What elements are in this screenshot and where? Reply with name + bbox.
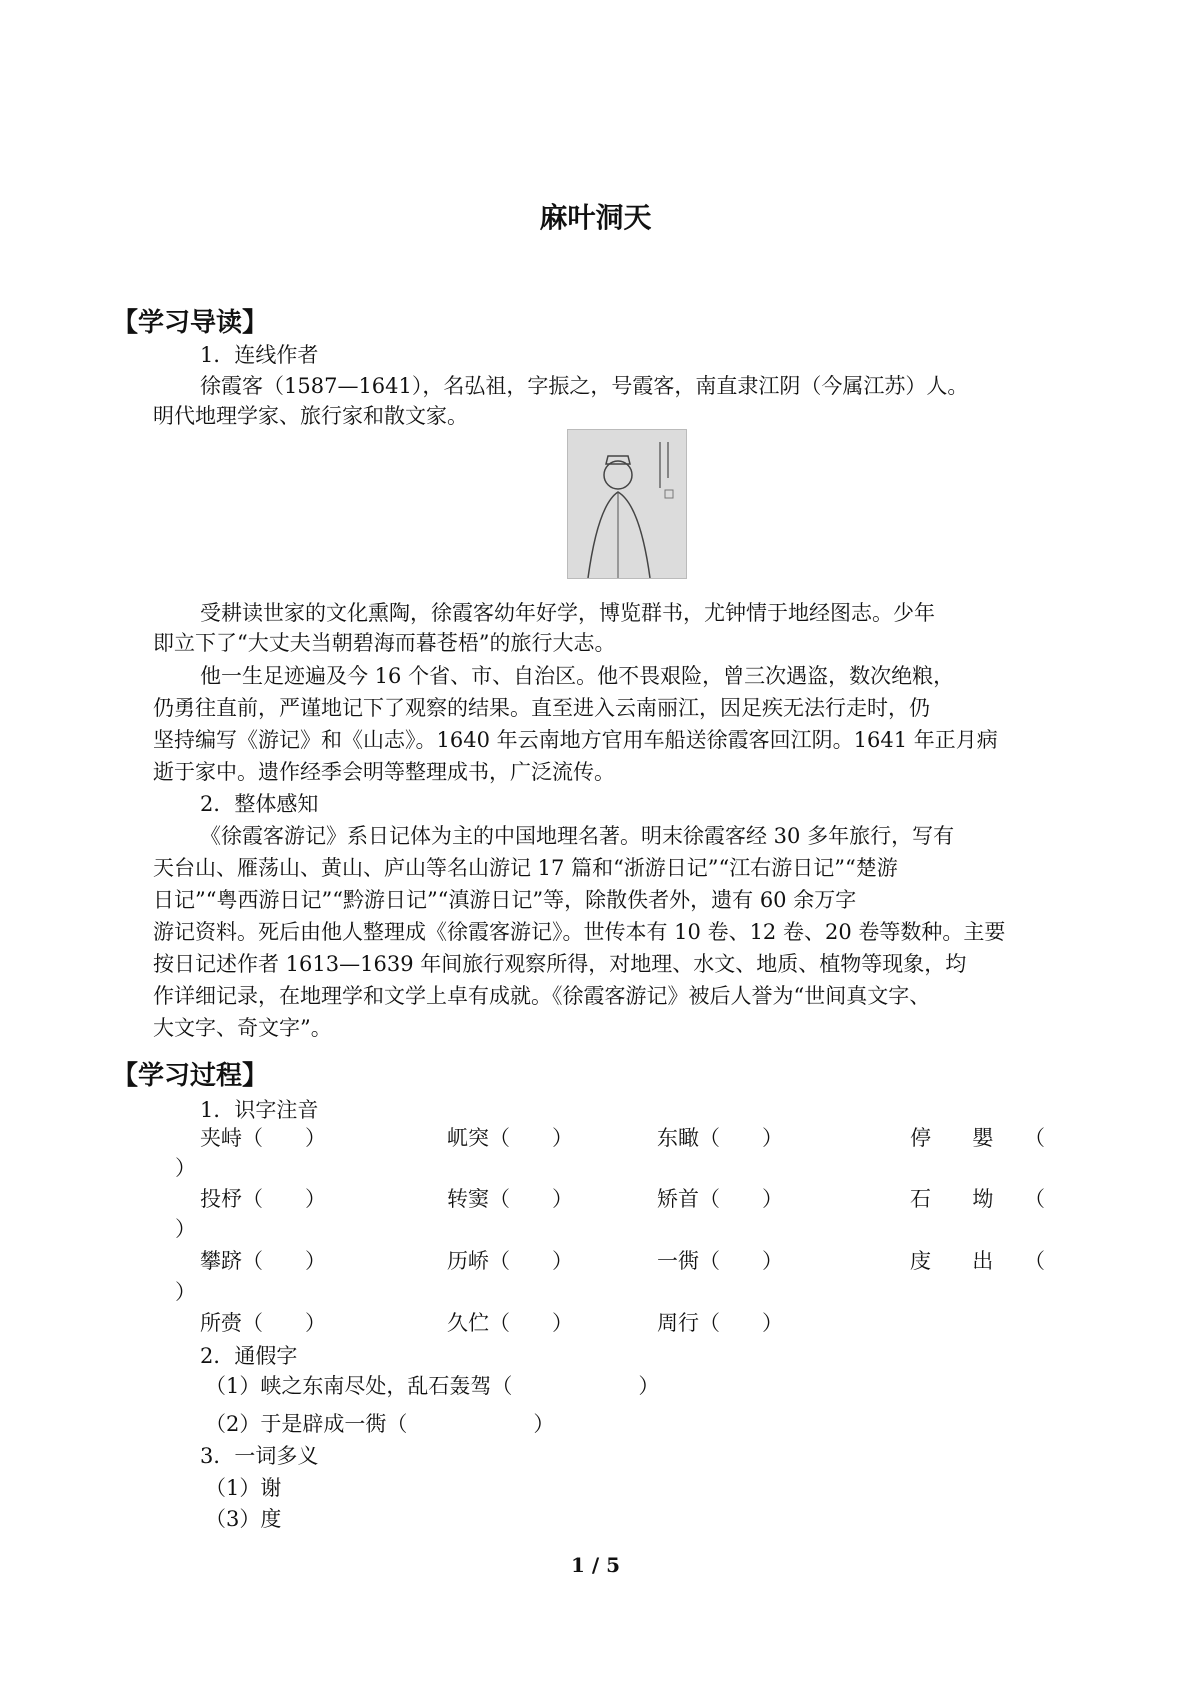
pinyin-item: 停 嬰 （ xyxy=(910,1126,1045,1150)
item-heading: 1．识字注音 xyxy=(200,1098,319,1122)
wrap-paren: ） xyxy=(175,1217,196,1241)
paragraph-line: 即立下了“大丈夫当朝碧海而暮苍梧”的旅行大志。 xyxy=(153,631,616,655)
paragraph-line: 坚持编写《游记》和《山志》。1640 年云南地方官用车船送徐霞客回江阴。1641 年正月病 xyxy=(153,728,998,752)
paragraph-line: 按日记述作者 1613—1639 年间旅行观察所得，对地理、水文、地质、植物等现象，均 xyxy=(153,952,967,976)
pinyin-item: 历峤（ ） xyxy=(447,1249,573,1273)
paragraph-line: 《徐霞客游记》系日记体为主的中国地理名著。明末徐霞客经 30 多年旅行，写有 xyxy=(200,824,955,848)
pinyin-item: 东瞰（ ） xyxy=(657,1126,783,1150)
paragraph-line: 日记”“粤西游日记”“黔游日记”“滇游日记”等，除散佚者外，遗有 60 余万字 xyxy=(153,888,857,912)
pinyin-item: 石 坳 （ xyxy=(910,1187,1045,1211)
pinyin-item: 一衖（ ） xyxy=(657,1249,783,1273)
section-heading-process: 【学习过程】 xyxy=(112,1061,269,1091)
pinyin-item: 矫首（ ） xyxy=(657,1187,783,1211)
section-heading-guide: 【学习导读】 xyxy=(112,308,269,338)
paragraph-line: 明代地理学家、旅行家和散文家。 xyxy=(153,404,468,428)
exercise-line: （1）峡之东南尽处，乱石轰驾（ ） xyxy=(205,1374,660,1398)
pinyin-item: 所赍（ ） xyxy=(200,1311,326,1335)
exercise-line: （2）于是辟成一衖（ ） xyxy=(205,1412,555,1436)
pinyin-item: 周行（ ） xyxy=(657,1311,783,1335)
paragraph-line: 仍勇往直前，严谨地记下了观察的结果。直至进入云南丽江，因足疾无法行走时，仍 xyxy=(153,696,930,720)
portrait-image xyxy=(567,429,687,579)
exercise-line: （3）度 xyxy=(205,1507,282,1531)
paragraph-line: 天台山、雁荡山、黄山、庐山等名山游记 17 篇和“浙游日记”“江右游日记”“楚游 xyxy=(153,856,898,880)
pinyin-item: 庋 出 （ xyxy=(910,1249,1045,1273)
paragraph-line: 逝于家中。遗作经季会明等整理成书，广泛流传。 xyxy=(153,760,615,784)
paragraph-line: 徐霞客（1587—1641），名弘祖，字振之，号霞客，南直隶江阴（今属江苏）人。 xyxy=(200,374,969,398)
paragraph-line: 游记资料。死后由他人整理成《徐霞客游记》。世传本有 10 卷、12 卷、20 卷等数种。主要 xyxy=(153,920,1006,944)
pinyin-item: 屼突（ ） xyxy=(447,1126,573,1150)
pinyin-item: 投杼（ ） xyxy=(200,1187,326,1211)
item-heading: 2．通假字 xyxy=(200,1344,298,1368)
paragraph-line: 他一生足迹遍及今 16 个省、市、自治区。他不畏艰险，曾三次遇盗，数次绝粮， xyxy=(200,664,955,688)
paragraph-line: 作详细记录，在地理学和文学上卓有成就。《徐霞客游记》被后人誉为“世间真文字、 xyxy=(153,984,931,1008)
page-number: 1 / 5 xyxy=(570,1553,621,1577)
wrap-paren: ） xyxy=(175,1280,196,1304)
pinyin-item: 攀跻（ ） xyxy=(200,1249,326,1273)
item-heading: 1．连线作者 xyxy=(200,343,319,367)
page-title: 麻叶洞天 xyxy=(539,201,652,234)
exercise-line: （1）谢 xyxy=(205,1476,282,1500)
wrap-paren: ） xyxy=(175,1156,196,1180)
pinyin-item: 久伫（ ） xyxy=(447,1311,573,1335)
paragraph-line: 受耕读世家的文化熏陶，徐霞客幼年好学，博览群书，尤钟情于地经图志。少年 xyxy=(200,601,935,625)
item-heading: 3．一词多义 xyxy=(200,1444,319,1468)
item-heading: 2．整体感知 xyxy=(200,792,319,816)
paragraph-line: 大文字、奇文字”。 xyxy=(153,1016,332,1040)
pinyin-item: 转窦（ ） xyxy=(447,1187,573,1211)
pinyin-item: 夹峙（ ） xyxy=(200,1126,326,1150)
